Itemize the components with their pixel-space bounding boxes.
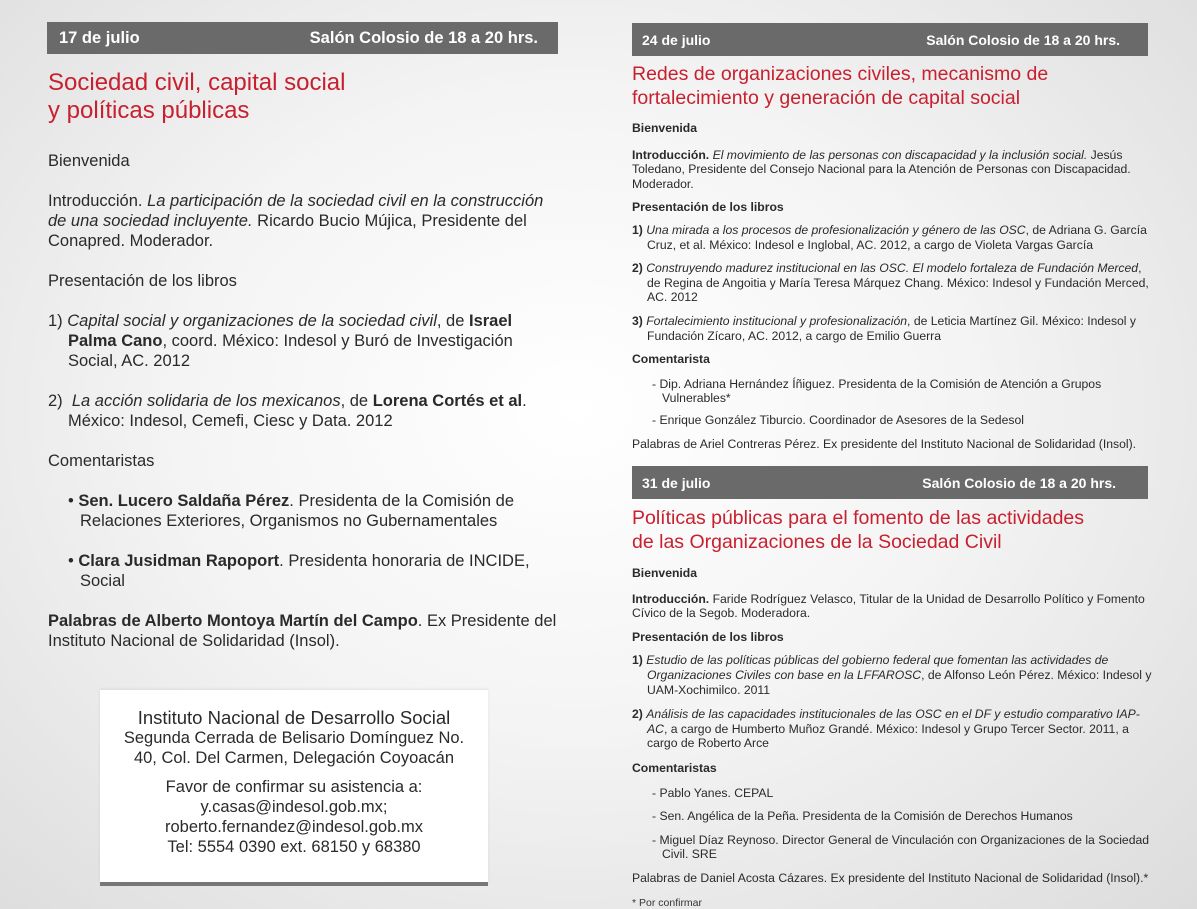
book-item: 2) Construyendo madurez institucional en las OSC. El modelo fortaleza de Fundación Merced, de Regina de Angoitia y María Teresa Márquez Chang. México: Indesol y Fundación Merced, AC. 2012 xyxy=(632,261,1149,305)
commentator-item: - Sen. Angélica de la Peña. Presidenta de la Comisión de Derechos Humanos xyxy=(652,809,1073,824)
book-item: 3) Fortalecimiento institucional y profesionalización, de Leticia Martínez Gil. México: Indesol y Fundación Zícaro, AC. 2012, a cargo de Emilio Guerra xyxy=(632,313,1136,343)
palabras: Palabras de Alberto Montoya Martín del Campo. Ex Presidente del Instituto Nacional de Solidaridad (Insol). xyxy=(48,612,557,650)
presentacion-heading: Presentación de los libros xyxy=(632,629,784,644)
address-line: Segunda Cerrada de Belisario Domínguez No. xyxy=(123,729,465,747)
session-place: Salón Colosio de 18 a 20 hrs. xyxy=(309,28,538,47)
commentator-item: • Clara Jusidman Rapoport. Presidenta honoraria de INCIDE, Social xyxy=(68,552,530,590)
commentator-item: - Dip. Adriana Hernández Íñiguez. Presidenta de la Comisión de Atención a Grupos Vulnerables* xyxy=(652,376,1102,406)
bienvenida: Bienvenida xyxy=(632,566,698,580)
bienvenida: Bienvenida xyxy=(632,121,698,135)
phone: Tel: 5554 0390 ext. 68150 y 68380 xyxy=(167,838,421,856)
session-date: 31 de julio xyxy=(642,474,711,491)
commentator-item: - Enrique González Tiburcio. Coordinador de Asesores de la Sedesol xyxy=(652,412,1024,427)
session-place: Salón Colosio de 18 a 20 hrs. xyxy=(922,474,1116,491)
session-body-31-julio xyxy=(632,566,1152,886)
session-title: Redes de organizaciones civiles, mecanismo de fortalecimiento y generación de capital social xyxy=(632,63,1049,109)
session-header-17-julio xyxy=(47,22,558,54)
presentacion-heading: Presentación de los libros xyxy=(632,200,784,215)
session-body-24-julio xyxy=(632,121,1152,451)
address-box xyxy=(100,690,488,883)
address-line: 40, Col. Del Carmen, Delegación Coyoacán xyxy=(133,749,455,767)
presentacion-heading: Presentación de los libros xyxy=(48,272,237,290)
palabras: Palabras de Daniel Acosta Cázares. Ex presidente del Instituto Nacional de Solidaridad (Insol).* xyxy=(632,870,1149,885)
book-item: 1) Una mirada a los procesos de profesionalización y género de las OSC, de Adriana G. García Cruz, et al. México: Indesol e Inglobal, AC. 2012, a cargo de Violeta Vargas García xyxy=(632,222,1147,252)
confirm-line: Favor de confirmar su asistencia a: xyxy=(165,778,423,796)
comentarista-heading: Comentarista xyxy=(632,352,710,367)
book-item: 1) Capital social y organizaciones de la sociedad civil, de Israel Palma Cano, coord. México: Indesol y Buró de Investigación Social, AC. 2012 xyxy=(48,312,513,370)
palabras: Palabras de Ariel Contreras Pérez. Ex presidente del Instituto Nacional de Solidaridad (Insol). xyxy=(632,436,1137,451)
bienvenida: Bienvenida xyxy=(48,152,130,170)
session-header-24-julio xyxy=(632,23,1148,56)
session-title: Políticas públicas para el fomento de las actividades de las Organizaciones de la Sociedad Civil xyxy=(632,507,1085,553)
book-item: 2) Análisis de las capacidades institucionales de las OSC en el DF y estudio comparativo IAP-AC, a cargo de Humberto Muñoz Grandé. México: Indesol y Grupo Tercer Sector. 2011, a cargo de Roberto Arce xyxy=(632,707,1140,751)
institution-name: Instituto Nacional de Desarrollo Social xyxy=(137,707,451,728)
intro: Introducción. La participación de la sociedad civil en la construcción de una sociedad incluyente. Ricardo Bucio Mújica, Presidente del Conapred. Moderador. xyxy=(48,192,544,250)
intro: Introducción. Faride Rodríguez Velasco, Titular de la Unidad de Desarrollo Político y Fomento Cívico de la Segob. Moderadora. xyxy=(632,591,1145,621)
session-place: Salón Colosio de 18 a 20 hrs. xyxy=(926,31,1120,48)
session-title: Sociedad civil, capital social y políticas públicas xyxy=(48,69,346,124)
commentator-item: - Pablo Yanes. CEPAL xyxy=(652,785,774,800)
email-link[interactable]: roberto.fernandez@indesol.gob.mx xyxy=(165,818,423,836)
commentator-item: • Sen. Lucero Saldaña Pérez. Presidenta de la Comisión de Relaciones Exteriores, Organismos no Gubernamentales xyxy=(68,492,515,530)
comentaristas-heading: Comentaristas xyxy=(48,452,155,470)
session-date: 24 de julio xyxy=(642,31,711,48)
email-link[interactable]: y.casas@indesol.gob.mx; xyxy=(200,798,388,816)
intro: Introducción. El movimiento de las personas con discapacidad y la inclusión social. Jesús Toledano, Presidente del Consejo Nacional para la Atención de Personas con Discapacidad. Moderador. xyxy=(632,147,1131,191)
book-item: 1) Estudio de las políticas públicas del gobierno federal que fomentan las actividades de Organizaciones Civiles con base en la LFFAROSC, de Alfonso León Pérez. México: Indesol y UAM-Xochimilco. 2011 xyxy=(632,653,1152,697)
session-date: 17 de julio xyxy=(59,28,140,47)
footnote: * Por confirmar xyxy=(632,897,703,909)
divider xyxy=(100,882,488,886)
session-header-31-julio xyxy=(632,466,1148,499)
book-item: 2) La acción solidaria de los mexicanos, de Lorena Cortés et al. México: Indesol, Cemefi, Ciesc y Data. 2012 xyxy=(48,392,527,430)
session-body-17-julio xyxy=(48,151,558,651)
comentaristas-heading: Comentaristas xyxy=(632,760,717,775)
commentator-item: - Miguel Díaz Reynoso. Director General de Vinculación con Organizaciones de la Sociedad Civil. SRE xyxy=(652,832,1150,862)
